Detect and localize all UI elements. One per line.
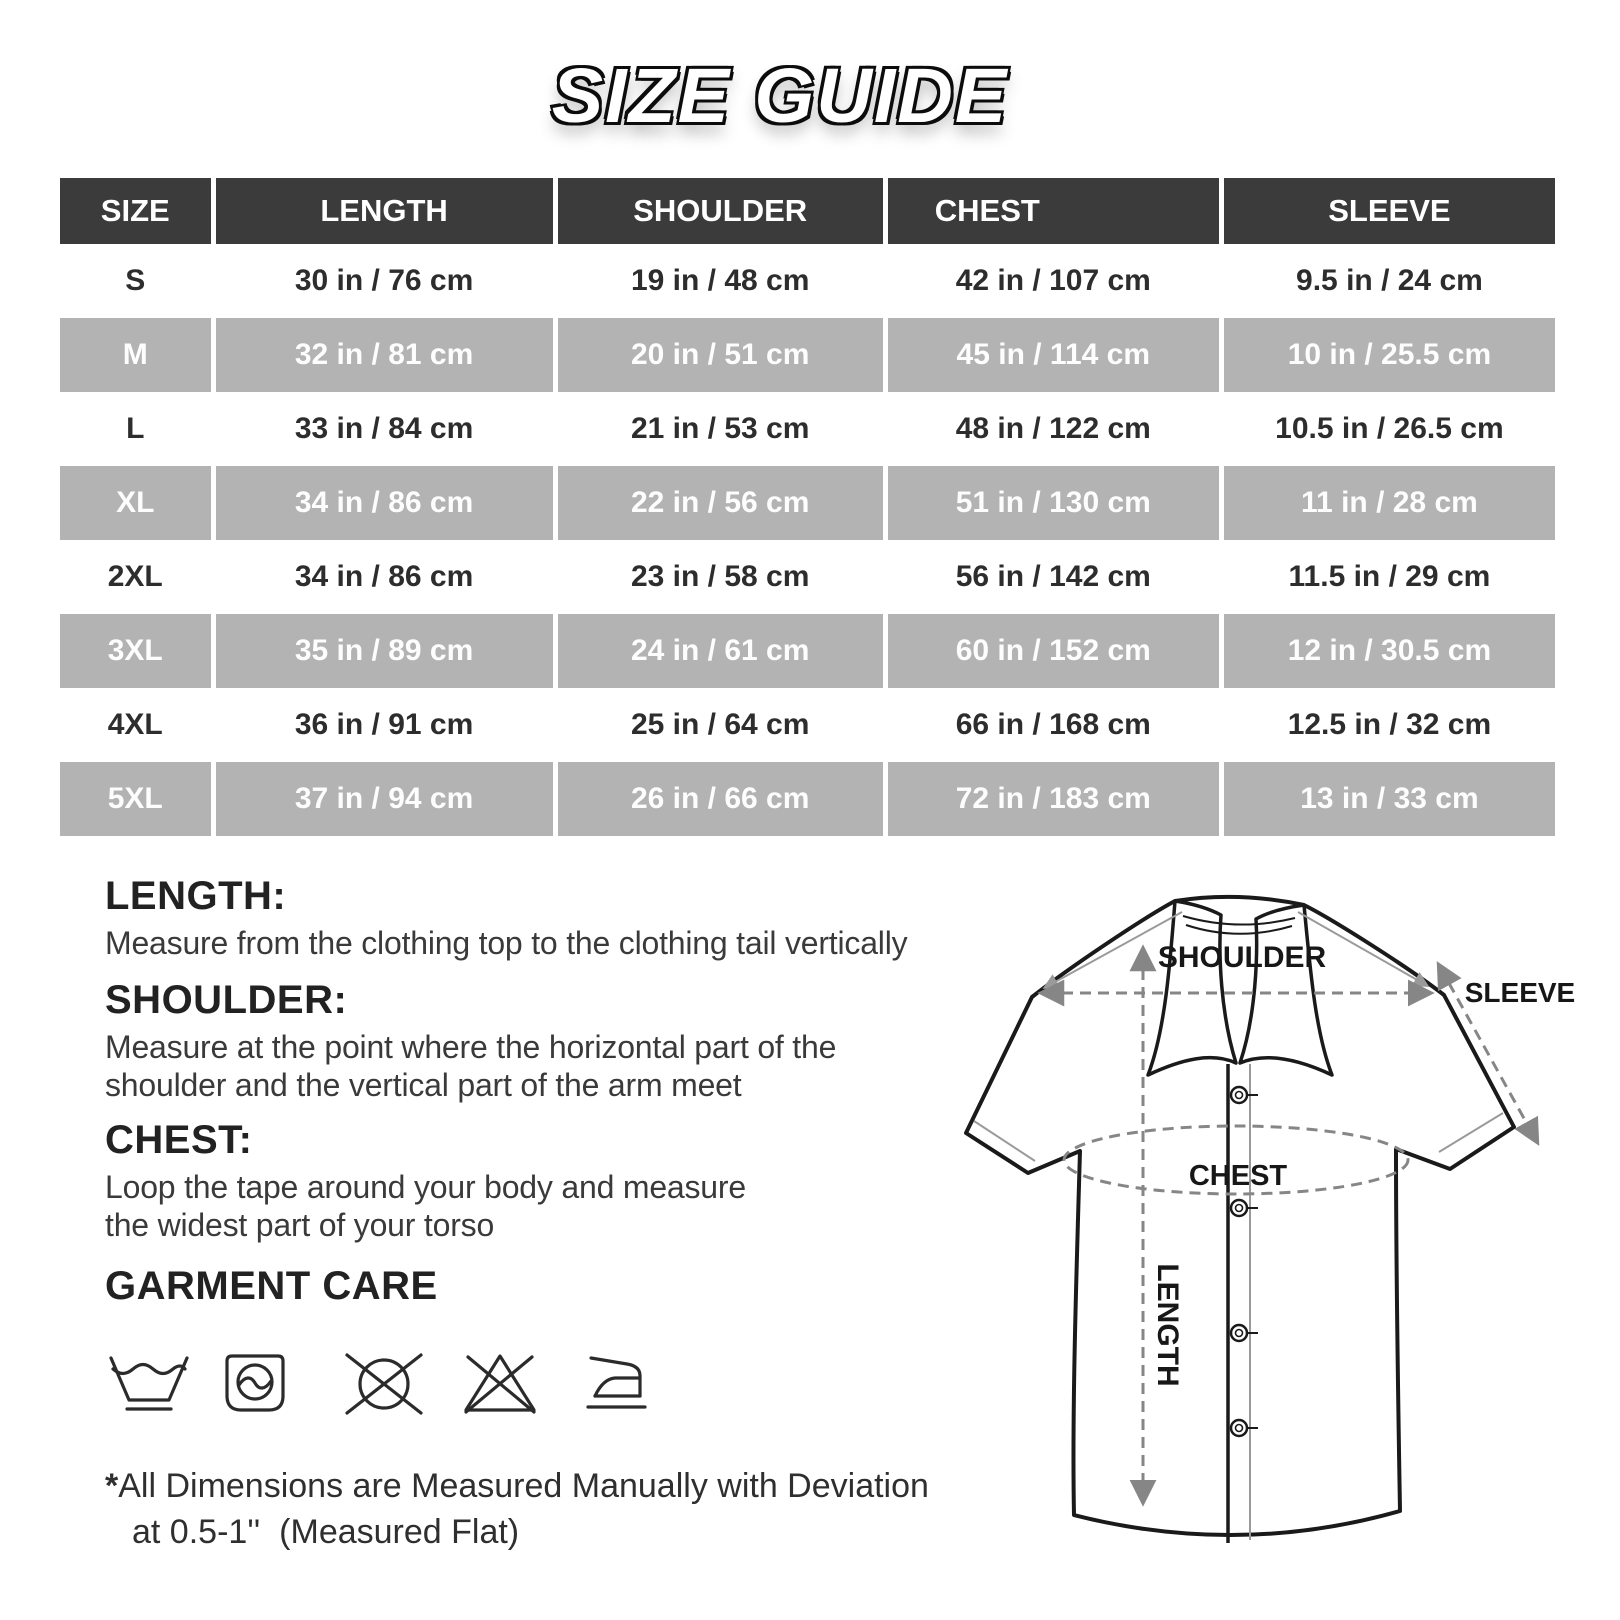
table-row-s: S 30 in / 76 cm 19 in / 48 cm 42 in / 107 cm 9.5 in / 24 cm [60,244,1555,318]
col-header-shoulder: SHOULDER [558,178,883,244]
table-row-3xl: 3XL 35 in / 89 cm 24 in / 61 cm 60 in / 152 cm 12 in / 30.5 cm [60,614,1555,688]
do-not-dry-clean-icon [343,1352,425,1414]
table-row-4xl: 4XL 36 in / 91 cm 25 in / 64 cm 66 in / 168 cm 12.5 in / 32 cm [60,688,1555,762]
footnote [105,1464,1035,1555]
size-chart-header [60,178,1555,244]
size-label: XL [60,466,211,540]
size-label: 5XL [60,762,211,836]
table-row-2xl: 2XL 34 in / 86 cm 23 in / 58 cm 56 in / 142 cm 11.5 in / 29 cm [60,540,1555,614]
col-header-size: SIZE [60,178,211,244]
size-label: 2XL [60,540,211,614]
diagram-shoulder-label: SHOULDER [1157,941,1327,974]
table-row-l: L 33 in / 84 cm 21 in / 53 cm 48 in / 122 cm 10.5 in / 26.5 cm [60,392,1555,466]
garment-care-heading: GARMENT CARE [105,1264,438,1309]
chest-description: Loop the tape around your body and measure the widest part of your torso [105,1169,746,1243]
care-icons-row [105,1352,825,1414]
do-not-bleach-icon [460,1352,540,1414]
col-header-sleeve: SLEEVE [1224,178,1555,244]
table-row-m: M 32 in / 81 cm 20 in / 51 cm 45 in / 114 cm 10 in / 25.5 cm [60,318,1555,392]
footnote-line-1: *All Dimensions are Measured Manually with Deviation [105,1467,929,1506]
shoulder-term: SHOULDER: [105,978,348,1023]
wash-tub-icon [105,1352,193,1414]
diagram-sleeve-label: SLEEVE [1464,977,1576,1008]
length-description: Measure from the clothing top to the clothing tail vertically [105,925,908,961]
length-term: LENGTH: [105,874,287,918]
measurement-info-column [105,876,1035,1555]
col-header-length: LENGTH [216,178,553,244]
size-label: 3XL [60,614,211,688]
machine-wash-gentle-icon [223,1352,287,1414]
diagram-chest-label: CHEST [1188,1160,1288,1192]
size-chart-table [55,178,1560,836]
diagram-length-label: LENGTH [1151,1263,1185,1387]
shirt-measurement-diagram [920,855,1580,1580]
footnote-line-2: at 0.5-1'' (Measured Flat) [132,1512,520,1551]
shoulder-description: Measure at the point where the horizontal part of the shoulder and the vertical part of the arm meet [105,1029,837,1103]
size-label: L [60,392,211,466]
size-label: M [60,318,211,392]
col-header-chest: CHEST [888,178,1219,244]
chest-term: CHEST: [105,1118,253,1163]
iron-icon [583,1352,650,1414]
size-label: S [60,244,211,318]
page-title: SIZE GUIDE [551,53,1009,139]
table-row-5xl: 5XL 37 in / 94 cm 26 in / 66 cm 72 in / 183 cm 13 in / 33 cm [60,762,1555,836]
table-row-xl: XL 34 in / 86 cm 22 in / 56 cm 51 in / 130 cm 11 in / 28 cm [60,466,1555,540]
size-label: 4XL [60,688,211,762]
